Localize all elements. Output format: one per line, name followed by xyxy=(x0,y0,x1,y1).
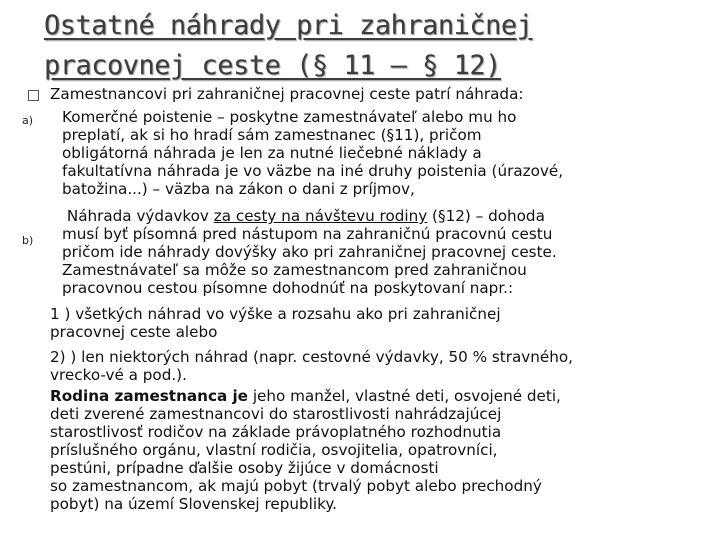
bullet-square-icon xyxy=(28,90,39,101)
option-line: 2) ) len niektorých náhrad (napr. cestovné výdavky, 50 % stravného, xyxy=(50,348,574,366)
item-b-line: Zamestnávateľ sa môže so zamestnancom pred zahraničnou xyxy=(62,261,527,279)
item-a-line: Komerčné poistenie – poskytne zamestnávateľ alebo mu ho xyxy=(62,108,517,126)
family-line: príslušného orgánu, vlastní rodičia, osvojitelia, opatrovníci, xyxy=(50,441,498,459)
item-b-line: pracovnou cestou písomne dohodnúť na poskytovaní napr.: xyxy=(62,279,514,297)
family-line: so zamestnancom, ak majú pobyt (trvalý pobyt alebo prechodný xyxy=(50,477,542,495)
option-line: vrecko-vé a pod.). xyxy=(50,366,187,384)
option-line: pracovnej ceste alebo xyxy=(50,323,218,341)
item-b-underlined-text: za cesty na návštevu rodiny xyxy=(213,207,428,225)
slide-title-line-1: Ostatné náhrady pri zahraničnej xyxy=(44,10,533,41)
item-b-line: pričom ide náhrady dovýšky ako pri zahraničnej pracovnej ceste. xyxy=(62,243,557,261)
item-a-line: preplatí, ak si ho hradí sám zamestnanec (§11), pričom xyxy=(62,126,482,144)
family-definition-term: Rodina zamestnanca je xyxy=(50,387,248,405)
family-definition-text: jeho manžel, vlastné deti, osvojené deti, xyxy=(248,387,561,405)
list-marker-b: b) xyxy=(22,234,34,247)
family-line: pestúni, prípadne ďalšie osoby žijúce v domácnosti xyxy=(50,459,439,477)
item-a-line: fakultatívna náhrada je vo väzbe na iné druhy poistenia (úrazové, xyxy=(62,162,564,180)
item-b-first-line xyxy=(62,208,545,226)
item-a-line: obligátorná náhrada je len za nutné liečebné náklady a xyxy=(62,144,482,162)
item-b-tail-text: (§12) – dohoda xyxy=(427,207,545,225)
family-line: starostlivosť rodičov na základe právoplatného rozhodnutia xyxy=(50,423,502,441)
intro-text: Zamestnancovi pri zahraničnej pracovnej ceste patrí náhrada: xyxy=(50,85,524,103)
item-a-line: batožina...) – väzba na zákon o dani z príjmov, xyxy=(62,180,415,198)
family-first-line xyxy=(50,388,561,406)
family-line: deti zverené zamestnancovi do starostlivosti nahrádzajúcej xyxy=(50,405,502,423)
item-b-line: musí byť písomná pred nástupom na zahraničnú pracovnú cestu xyxy=(62,225,553,243)
list-marker-a: a) xyxy=(22,114,34,127)
family-line: pobyt) na území Slovenskej republiky. xyxy=(50,495,337,513)
slide-title-line-2: pracovnej ceste (§ 11 – § 12) xyxy=(44,50,501,81)
item-b-lead-text: Náhrada výdavkov xyxy=(62,207,214,225)
slide-title xyxy=(44,6,604,86)
option-line: 1 ) všetkých náhrad vo výške a rozsahu ako pri zahraničnej xyxy=(50,305,501,323)
